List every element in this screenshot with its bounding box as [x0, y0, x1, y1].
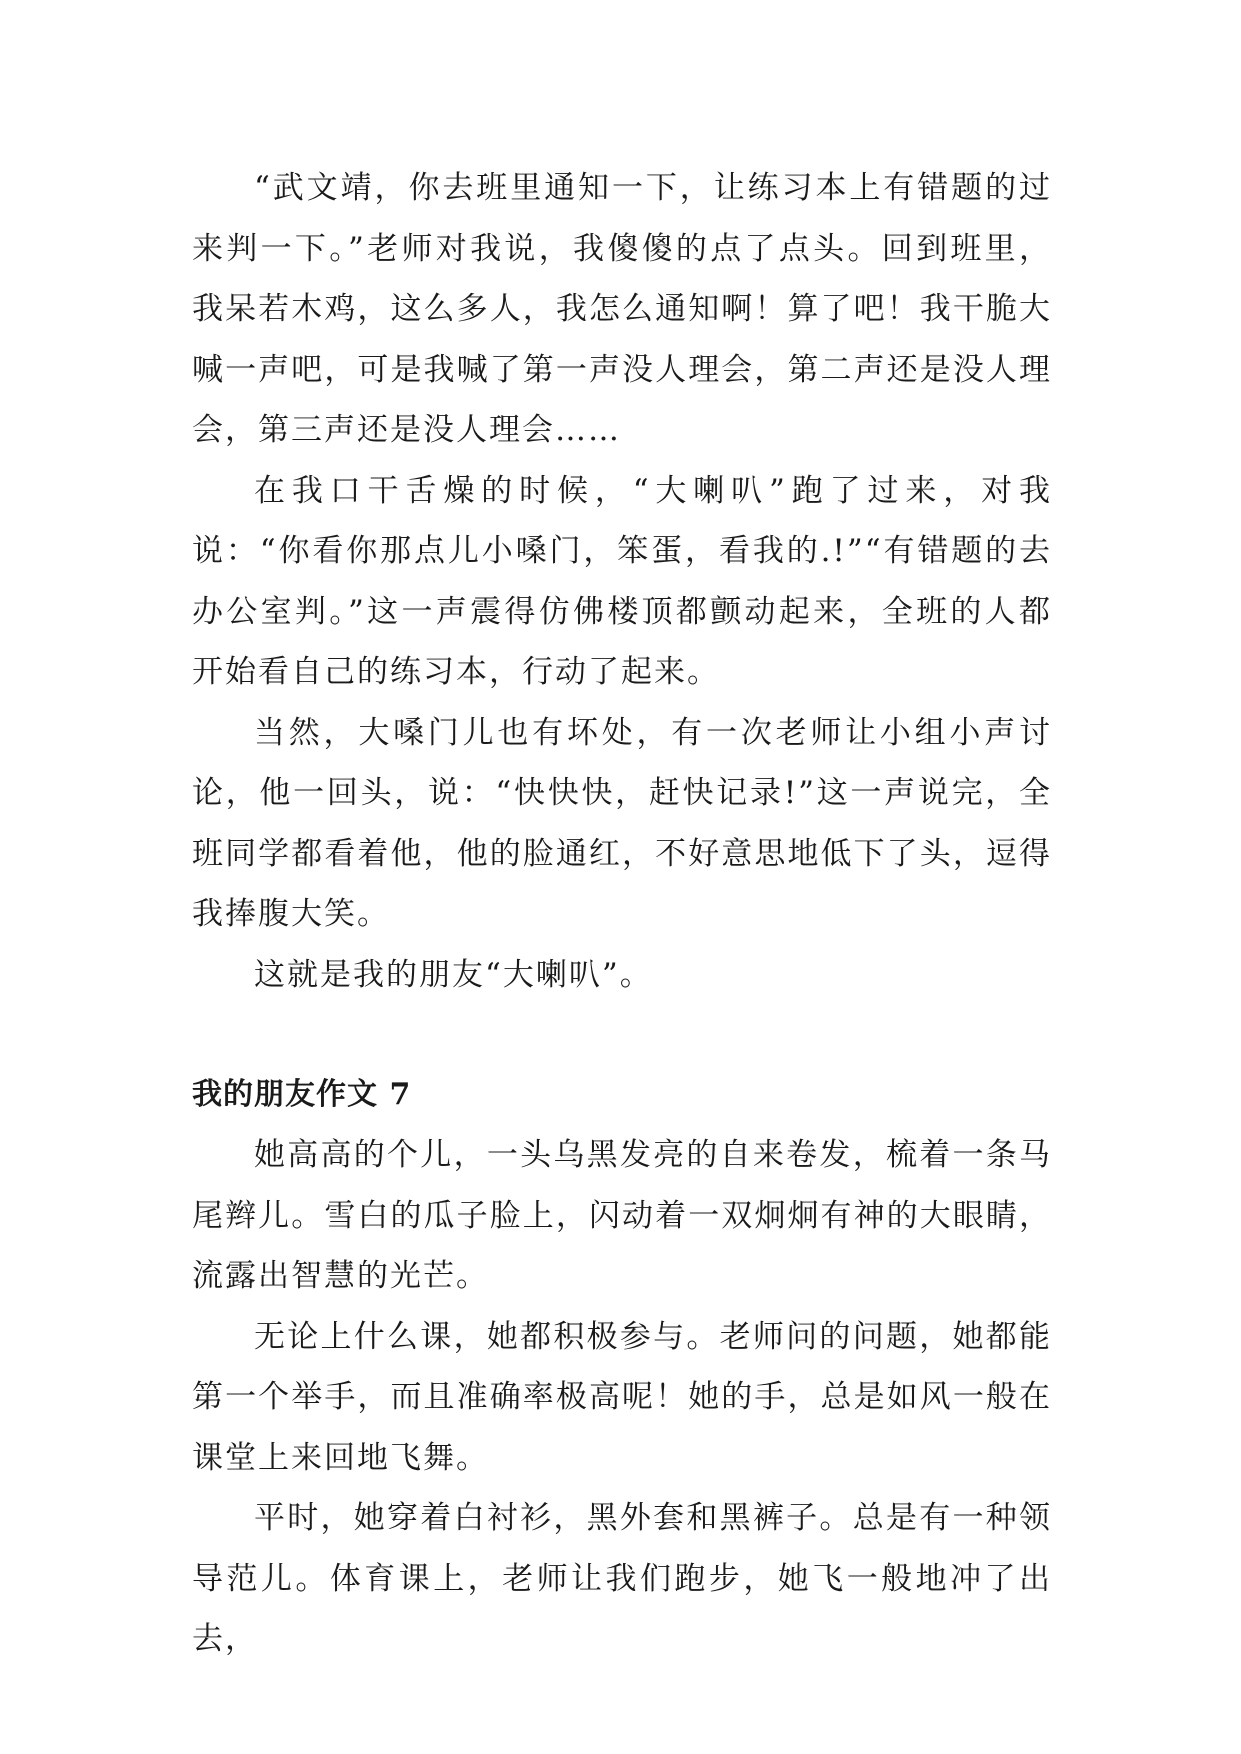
- section-title: 我的朋友作文 7: [192, 1077, 412, 1112]
- paragraph: 当然，大嗓门儿也有坏处，有一次老师让小组小声讨论，他一回头，说：“快快快，赶快记录!”这一声说完，全班同学都看着他，他的脸通红，不好意思地低下了头，逗得我捧腹大笑。: [192, 714, 1052, 932]
- paragraph: 无论上什么课，她都积极参与。老师问的问题，她都能第一个举手，而且准确率极高呢！她的手，总是如风一般在课堂上来回地飞舞。: [192, 1318, 1052, 1476]
- paragraph: “武文靖，你去班里通知一下，让练习本上有错题的过来判一下。”老师对我说，我傻傻的点了点头。回到班里，我呆若木鸡，这么多人，我怎么通知啊！算了吧！我干脆大喊一声吧，可是我喊了第一声没人理会，第二声还是没人理会，第三声还是没人理会……: [192, 170, 1052, 448]
- paragraph: 在我口干舌燥的时候，“大喇叭”跑了过来，对我说：“你看你那点儿小嗓门，笨蛋，看我的.!”“有错题的去办公室判。”这一声震得仿佛楼顶都颤动起来，全班的人都开始看自己的练习本，行动了起来。: [192, 472, 1052, 690]
- paragraph: 这就是我的朋友“大喇叭”。: [254, 956, 653, 993]
- document-body: [192, 158, 1052, 1670]
- paragraph: 平时，她穿着白衬衫，黑外套和黑裤子。总是有一种领导范儿。体育课上，老师让我们跑步，她飞一般地冲了出去，: [192, 1500, 1052, 1657]
- paragraph: 她高高的个儿，一头乌黑发亮的自来卷发，梳着一条马尾辫儿。雪白的瓜子脸上，闪动着一双炯炯有神的大眼睛，流露出智慧的光芒。: [192, 1137, 1052, 1294]
